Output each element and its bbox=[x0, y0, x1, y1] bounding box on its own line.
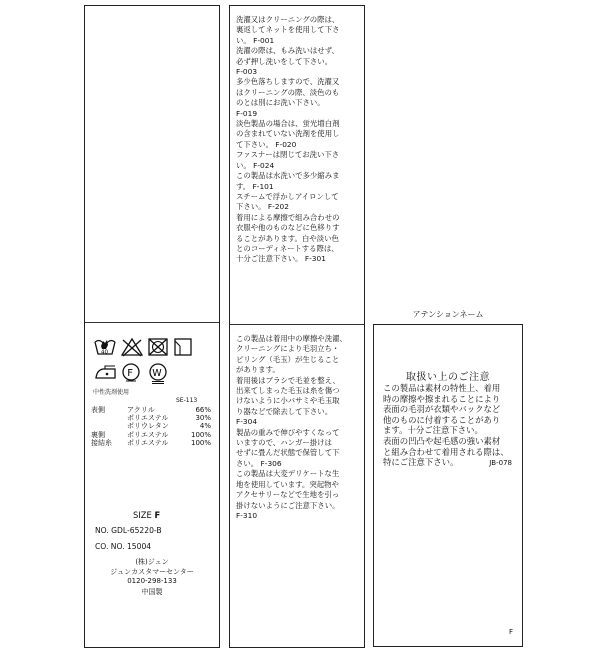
composition-pct: 66% bbox=[195, 406, 211, 414]
label-code: SE-113 bbox=[176, 397, 198, 404]
no-tumble-dry-icon bbox=[147, 337, 169, 357]
customer-center: ジュンカスタマーセンター bbox=[110, 568, 194, 576]
attention-corner-mark: F bbox=[508, 628, 513, 636]
size-label: SIZE bbox=[133, 510, 152, 520]
composition-part bbox=[91, 422, 127, 430]
composition-pct: 100% bbox=[190, 430, 211, 439]
pilling-instructions: この製品は着用中の摩擦や洗濯、 クリーニングにより毛羽立ち・ ピリング（毛玉）が生じること があります。 着用後はブラシで毛並を整え、 出来てしまった毛玉は糸を傷つ けないように小バサミや毛玉取 り器などで除去して下さい。 F-304 製品の重みで伸びやすくなって いますので、ハンガー掛けは せずに畳んだ状態で保管して下 さい。 F-306 この製品は大変デリケートな生 地を使用しています。突起物や アクセサリーなどで生地を引っ 掛けないようにご注意下さい。 F-310 bbox=[236, 334, 347, 520]
composition-part bbox=[91, 414, 127, 422]
wet-clean-w-icon bbox=[147, 362, 169, 384]
country-of-origin: 中国製 bbox=[141, 588, 163, 596]
attention-body: この製品は素材の特性上、着用 時の摩擦や擦まれることにより 表面の毛羽が衣類やバックなど 他のものに付着することがあり ます。十分ご注意下さい。 表面の凹凸や起毛感の強い素材 と組み合わせて着用される際は、 特にご注意下さい。 bbox=[383, 383, 509, 468]
composition-pct: 4% bbox=[199, 422, 211, 431]
fold-line bbox=[230, 324, 364, 325]
composition-part: 表側 bbox=[91, 406, 105, 414]
size-row bbox=[133, 510, 160, 520]
composition-row bbox=[91, 422, 215, 430]
detergent-note: 中性洗剤使用 bbox=[93, 389, 130, 396]
svg-text:W: W bbox=[152, 368, 162, 379]
hand-wash-40-icon bbox=[93, 337, 117, 357]
composition-material: ポリエステル bbox=[127, 430, 169, 439]
attention-heading: 取扱い上のご注意 bbox=[406, 372, 490, 383]
composition-material: アクリル bbox=[127, 406, 155, 414]
co-number: CO. NO. 15004 bbox=[95, 542, 152, 551]
composition-row bbox=[91, 431, 215, 439]
size-value: F bbox=[154, 510, 161, 520]
care-label-panel-2 bbox=[229, 5, 365, 648]
composition-pct: 30% bbox=[195, 414, 211, 423]
composition-pct: 100% bbox=[190, 438, 211, 447]
attention-tag-title: アテンションネーム bbox=[412, 310, 484, 319]
composition-table bbox=[91, 406, 215, 447]
attention-code: JB-078 bbox=[489, 459, 512, 467]
line-dry-icon bbox=[173, 337, 193, 357]
composition-part: 裏側 bbox=[91, 430, 105, 439]
composition-material: ポリエステル bbox=[127, 414, 169, 423]
dry-clean-f-icon bbox=[121, 362, 141, 382]
svg-text:40: 40 bbox=[101, 349, 108, 356]
composition-material: ポリウレタン bbox=[127, 422, 169, 431]
composition-part: 接結糸 bbox=[91, 438, 112, 447]
composition-row bbox=[91, 406, 215, 414]
washing-instructions: 洗濯又はクリーニングの際は、 裏返してネットを使用して下さ い。 F-001 洗濯の際は、もみ洗いはせず、 必ず押し洗いをして下さい。 F-003 多少色落ちしますので、洗濯又 はクリーニングの際、淡色のも のとは別にお洗い下さい。 F-019 淡色製品の場合は、蛍光増白剤 の含まれていない洗剤を使用し て下さい。 F-020 ファスナーは閉じてお洗い下さ い。 F-024 この製品は水洗いで多少縮みま す。 F-101 スチームで浮かしアイロンして 下さい。 F-202 着用による摩擦で組み合わせの 衣服や他のものなどに色移りす ることがあります。白や淡い色 とのコーディネートする際は、 十分ご注意下さい。 F-301 bbox=[236, 15, 340, 264]
iron-low-icon bbox=[93, 363, 119, 381]
care-label-panel-1 bbox=[84, 5, 220, 648]
product-number: NO. GDL-65220-B bbox=[95, 526, 162, 535]
composition-material: ポリエステル bbox=[127, 438, 169, 447]
company-name: (株)ジュン bbox=[135, 558, 169, 566]
phone-number: 0120-298-133 bbox=[127, 577, 177, 585]
composition-row bbox=[91, 439, 215, 447]
no-bleach-icon bbox=[120, 337, 144, 357]
svg-text:F: F bbox=[127, 368, 133, 379]
attention-tag bbox=[373, 324, 523, 647]
fold-line bbox=[85, 322, 219, 323]
